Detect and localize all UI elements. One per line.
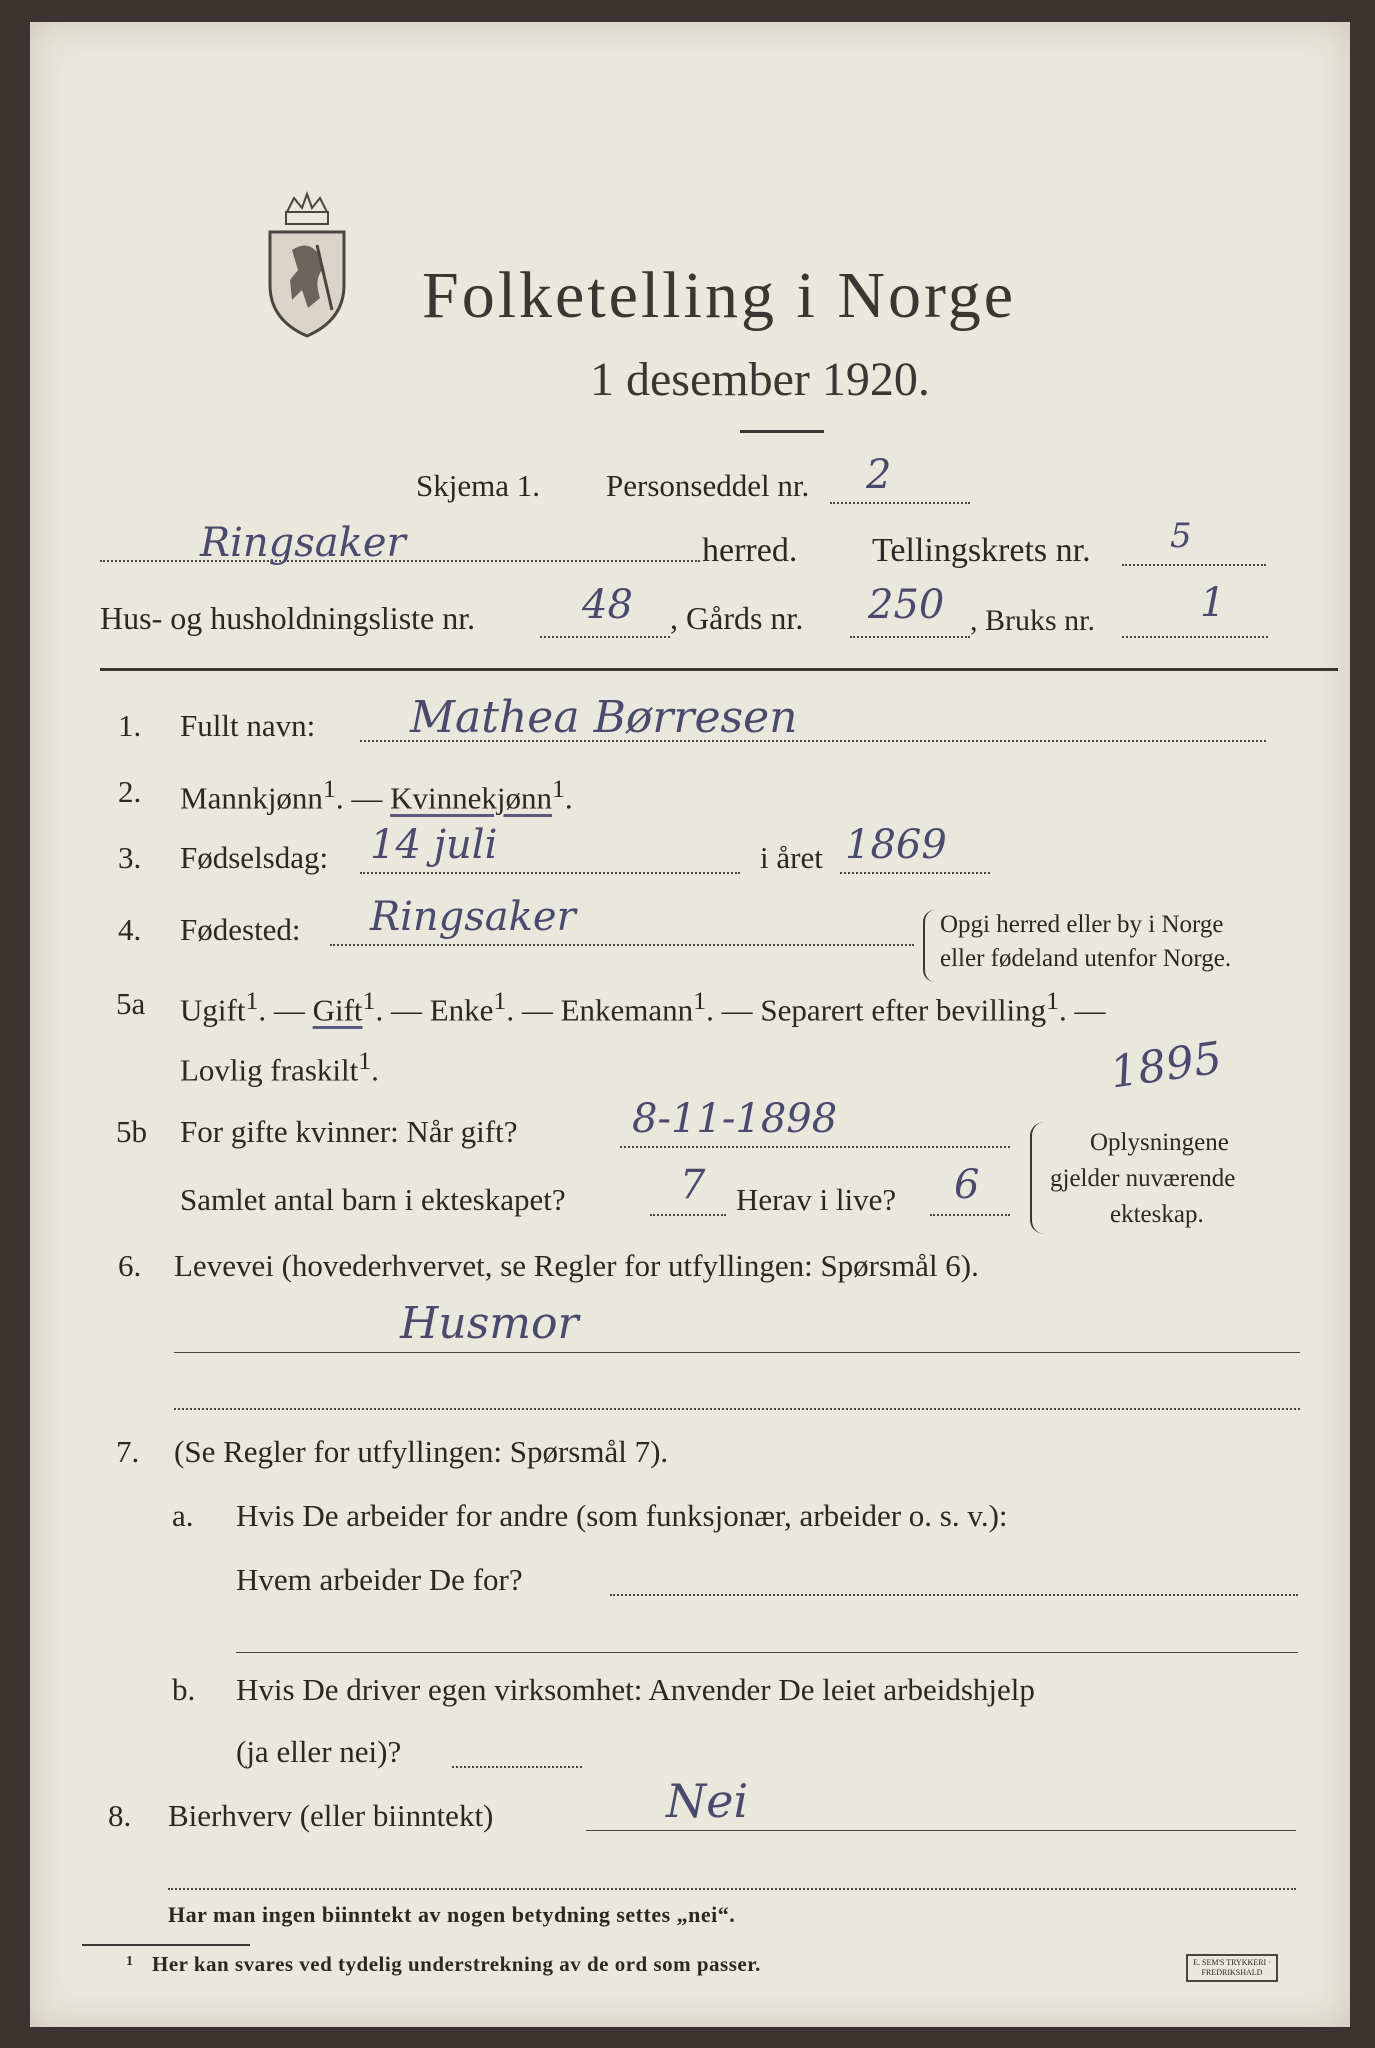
q5a-gift-underlined: Gift [312,992,363,1028]
tellingskrets-label: Tellingskrets nr. [872,532,1091,569]
q5a-enkemann: Enkemann [560,992,694,1028]
footnote-text: Her kan svares ved tydelig understrekning av de ord som passer. [152,1952,761,1976]
q5b-ilive-label: Herav i live? [736,1182,897,1217]
q5a-lovlig: Lovlig fraskilt$^1$. [180,1046,379,1088]
q3-day-value: 14 juli [370,822,498,868]
q5b-date-value: 8-11-1898 [632,1096,838,1142]
husholdning-label: Hus- og husholdningsliste nr. [100,600,476,636]
q5a-number: 5a [116,986,146,1021]
q5b-barn-line [650,1214,726,1216]
q3-year-line [840,872,990,874]
q6-line-1 [174,1352,1300,1353]
q2-end: . [564,780,573,816]
q5b-label: For gifte kvinner: Når gift? [180,1114,518,1149]
title-divider [740,430,824,433]
q5a-margin-note: 1895 [1106,1032,1225,1099]
footnote-mark: 1 [126,1954,133,1969]
footnote-rule [82,1944,250,1946]
q5b-note-line3: ekteskap. [1110,1201,1204,1228]
bruks-label: , Bruks nr. [970,604,1096,637]
gards-line [850,636,970,638]
bruks-value: 1 [1200,580,1226,626]
q1-value: Mathea Børresen [410,692,798,743]
q4-brace [923,910,935,982]
personseddel-label: Personseddel nr. [606,468,810,503]
q7-label: (Se Regler for utfyllingen: Spørsmål 7). [174,1434,669,1469]
skjema-label: Skjema 1. [416,468,540,503]
q2-number: 2. [118,774,142,809]
q8-line-1 [586,1830,1296,1831]
census-form-page [30,22,1350,2027]
q4-line [330,944,914,946]
q3-day-line [360,872,740,874]
q3-label: Fødselsdag: [180,840,329,875]
q3-year-value: 1869 [845,822,947,868]
q7a-text: Hvis De arbeider for andre (som funksjonær, arbeider o. s. v.): [236,1498,1008,1533]
q5a-options: Ugift$^1$. — Gift$^1$. — Enke$^1$. — Enkemann$^1$. — Separert efter bevilling$^1$. — [180,986,1106,1028]
q4-note-line2: eller fødeland utenfor Norge. [940,945,1232,972]
tellingskrets-value: 5 [1170,516,1192,556]
q7-number: 7. [116,1434,140,1469]
husholdning-line [540,636,670,638]
q5b-ilive-line [930,1214,1010,1216]
q1-label: Fullt navn: [180,708,316,743]
herred-label: herred. [702,532,798,569]
q2-separator: . — [335,780,383,816]
q7a-line-1 [610,1594,1298,1596]
header-rule [100,668,1338,671]
q5b-barn-value: 7 [680,1162,706,1208]
q6-number: 6. [118,1248,142,1283]
q7b-text: Hvis De driver egen virksomhet: Anvender De leiet arbeidshjelp [236,1672,1035,1707]
q2-sup2: 1 [551,774,565,803]
q7b-question: (ja eller nei)? [236,1734,402,1769]
q8-line-2 [168,1888,1296,1890]
herred-value: Ringsaker [200,520,406,566]
q7b-line [452,1766,582,1768]
bruks-line [1122,636,1268,638]
q2-options [180,774,573,816]
q5b-ilive-value: 6 [954,1162,980,1208]
q5a-separert: Separert efter bevilling [760,992,1047,1028]
q8-value: Nei [666,1774,749,1828]
census-date: 1 desember 1920. [590,353,930,406]
footer-note: Har man ingen biinntekt av nogen betydning settes „nei“. [168,1902,736,1927]
q8-label: Bierhverv (eller biinntekt) [168,1798,494,1833]
q5a-ugift: Ugift [180,992,246,1028]
form-title: Folketelling i Norge [422,259,1017,332]
norwegian-coat-of-arms-icon [262,190,352,340]
printer-stamp: E. SEM'S TRYKKERI · FREDRIKSHALD [1186,1954,1278,1982]
q2-kvinnekjonn-underlined: Kvinnekjønn [390,780,552,816]
q5b-date-line [620,1146,1010,1148]
q7a-question: Hvem arbeider De for? [236,1562,523,1597]
q5a-enke: Enke [429,992,494,1028]
q7a-letter: a. [172,1498,194,1533]
q5b-barn-label: Samlet antal barn i ekteskapet? [180,1182,566,1217]
q4-number: 4. [118,912,142,947]
q6-line-2 [174,1408,1300,1410]
gards-value: 250 [868,582,945,628]
q3-year-label: i året [760,840,823,875]
tellingskrets-line [1122,564,1266,566]
q2-sup1: 1 [322,774,336,803]
gards-label: , Gårds nr. [670,600,804,636]
q1-number: 1. [118,708,142,743]
q5b-note-line1: Oplysningene [1090,1129,1229,1156]
q8-number: 8. [108,1798,132,1833]
q5b-note-line2: gjelder nuværende [1050,1165,1236,1192]
q5b-number: 5b [116,1114,147,1149]
q2-mannkjonn: Mannkjønn [180,780,323,816]
q7b-letter: b. [172,1672,196,1707]
q4-note-line1: Opgi herred eller by i Norge [940,911,1224,938]
husholdning-value: 48 [582,582,633,628]
personseddel-line [830,502,970,504]
q7a-line-2 [236,1652,1298,1653]
q5b-brace [1030,1122,1044,1234]
q6-label: Levevei (hovederhvervet, se Regler for utfyllingen: Spørsmål 6). [174,1248,979,1283]
personseddel-value: 2 [866,452,892,498]
q4-label: Fødested: [180,912,301,947]
q6-value: Husmor [400,1298,579,1349]
q4-value: Ringsaker [370,894,576,940]
q3-number: 3. [118,840,142,875]
